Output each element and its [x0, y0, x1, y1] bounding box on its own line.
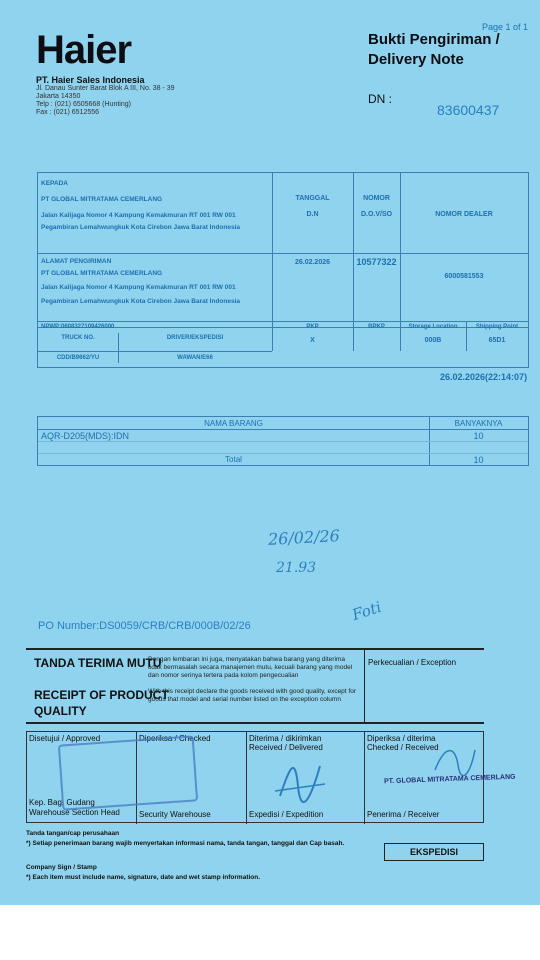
dealer-number: 6000581553 [444, 273, 484, 280]
sign-stamp-label-id: Tanda tangan/cap perusahaan [26, 830, 120, 837]
alamat-address-1: Jalan Kalijaga Nomor 4 Kampung Kemakmuran RT 001 RW 001 [41, 284, 236, 291]
alamat-name: PT GLOBAL MITRATAMA CEMERLANG [41, 270, 163, 277]
receipt-of-quality [26, 648, 484, 724]
receipt-text-id: Dengan lembaran ini juga, menyatakan bahwa barang yang diterima tidak bermasalah secara manajemen mutu, kecuali barang yang model dan nomor serinya tertera pada kolom pengecualian [148, 656, 353, 679]
company-address-line: Jakarta 14350 [36, 93, 81, 100]
handwritten-time: 21.93 [276, 560, 317, 576]
print-timestamp: 26.02.2026(22:14:07) [440, 372, 528, 382]
kepada-address-2: Pegambiran Lemahwungkuk Kota Cirebon Jawa Barat Indonesia [41, 224, 241, 231]
item-qty: 10 [473, 431, 484, 441]
items-header-qty: BANYAKNYA [454, 419, 503, 428]
receipt-title-en: RECEIPT OF PRODUCT [34, 688, 169, 702]
dealer-label: NOMOR DEALER [435, 211, 493, 218]
dn-number: 83600437 [437, 102, 500, 118]
ekspedisi-copy-label: EKSPEDISI [384, 843, 484, 861]
title-line-2: Delivery Note [368, 51, 464, 68]
storage-label: Storage Location [408, 324, 458, 330]
kepada-address-1: Jalan Kalijaga Nomor 4 Kampung Kemakmuran RT 001 RW 001 [41, 212, 236, 219]
truck-label: TRUCK NO. [61, 335, 95, 341]
receiver-label-en: Checked / Received [367, 743, 439, 752]
warehouse-head-label-en: Warehouse Section Head [29, 808, 120, 817]
company-fax: Fax : (021) 6512556 [36, 109, 100, 116]
npwp: NPWP:0608327109426000 [41, 324, 115, 330]
kepada-name: PT GLOBAL MITRATAMA CEMERLANG [41, 196, 163, 203]
note-id: *) Setiap penerimaan barang wajib menyertakan informasi nama, tanda tangan, tanggal dan Cap basah. [26, 840, 345, 847]
handwritten-date: 26/02/26 [267, 526, 341, 549]
delivery-info-table [37, 172, 529, 368]
exception-label: Perkecualian / Exception [368, 658, 457, 667]
kepada-label: KEPADA [41, 180, 68, 187]
receiver-label-id: Diperiksa / diterima [367, 734, 436, 743]
shipping-label: Shipping Point [475, 324, 519, 330]
item-name: AQR-D205(MDS):IDN [41, 431, 130, 441]
pkp-label: PKP [306, 324, 319, 330]
checked-label: Diperiksa / Checked [139, 734, 211, 743]
total-qty: 10 [473, 455, 484, 465]
warehouse-stamp [58, 735, 198, 810]
receiver-company-stamp: PT. GLOBAL MITRATAMA CEMERLANG [383, 773, 516, 786]
approved-label: Disetujui / Approved [29, 734, 101, 743]
company-address-line: Jl. Danau Sunter Barat Blok A III, No. 38 - 39 [36, 85, 175, 92]
items-header-name: NAMA BARANG [204, 419, 263, 428]
delivered-label-id: Diterima / dikirimkan [249, 734, 322, 743]
company-name: PT. Haier Sales Indonesia [36, 75, 145, 85]
truck-number: CDD/B9662/YU [56, 355, 100, 361]
expedition-label: Expedisi / Expedition [249, 810, 324, 819]
pkp-value: X [310, 337, 315, 344]
handwritten-signature: Foti [349, 597, 384, 625]
alamat-address-2: Pegambiran Lemahwungkuk Kota Cirebon Jawa Barat Indonesia [41, 298, 241, 305]
sign-stamp-label-en: Company Sign / Stamp [26, 864, 97, 871]
haier-logo: Haier [36, 28, 132, 72]
alamat-label: ALAMAT PENGIRIMAN [41, 258, 112, 265]
receipt-title-id: TANDA TERIMA MUTU [34, 656, 162, 670]
document-title [368, 30, 500, 70]
bpkp-label: BPKP [368, 324, 385, 330]
receipt-title-en-2: QUALITY [34, 704, 87, 718]
receipt-text-en: With this receipt declare the goods received with good quality, except for goods that model and serial number listed on the exception column [148, 688, 356, 703]
warehouse-head-label: Kep. Bag. Gudang [29, 798, 95, 807]
title-line-1: Bukti Pengiriman / [368, 31, 500, 48]
security-warehouse-label: Security Warehouse [139, 810, 211, 819]
receiver-label: Penerima / Receiver [367, 810, 440, 819]
nomor-label: NOMOR [363, 195, 390, 202]
expedition-signature [270, 746, 330, 806]
receiver-signature [430, 740, 480, 780]
tanggal-sub: D.N [306, 211, 319, 218]
driver-name: WAWAN/E66 [177, 355, 213, 361]
note-en: *) Each item must include name, signature, date and wet stamp information. [26, 874, 261, 881]
dn-label: DN : [368, 92, 392, 106]
po-number: PO Number:DS0059/CRB/CRB/000B/02/26 [38, 620, 251, 632]
shipping-value: 65D1 [488, 337, 506, 344]
tanggal-label: TANGGAL [295, 195, 330, 202]
delivery-order-number: 10577322 [356, 257, 397, 267]
storage-value: 000B [424, 337, 442, 344]
delivered-label-en: Received / Delivered [249, 743, 323, 752]
total-label: Total [225, 455, 242, 464]
delivery-date: 26.02.2026 [294, 259, 331, 266]
page-number: Page 1 of 1 [482, 22, 529, 32]
company-phone: Telp : (021) 6505668 (Hunting) [36, 101, 131, 108]
items-table [37, 416, 529, 466]
nomor-sub: D.O.V/SO [360, 211, 393, 218]
driver-label: DRIVER/EKSPEDISI [166, 335, 224, 341]
